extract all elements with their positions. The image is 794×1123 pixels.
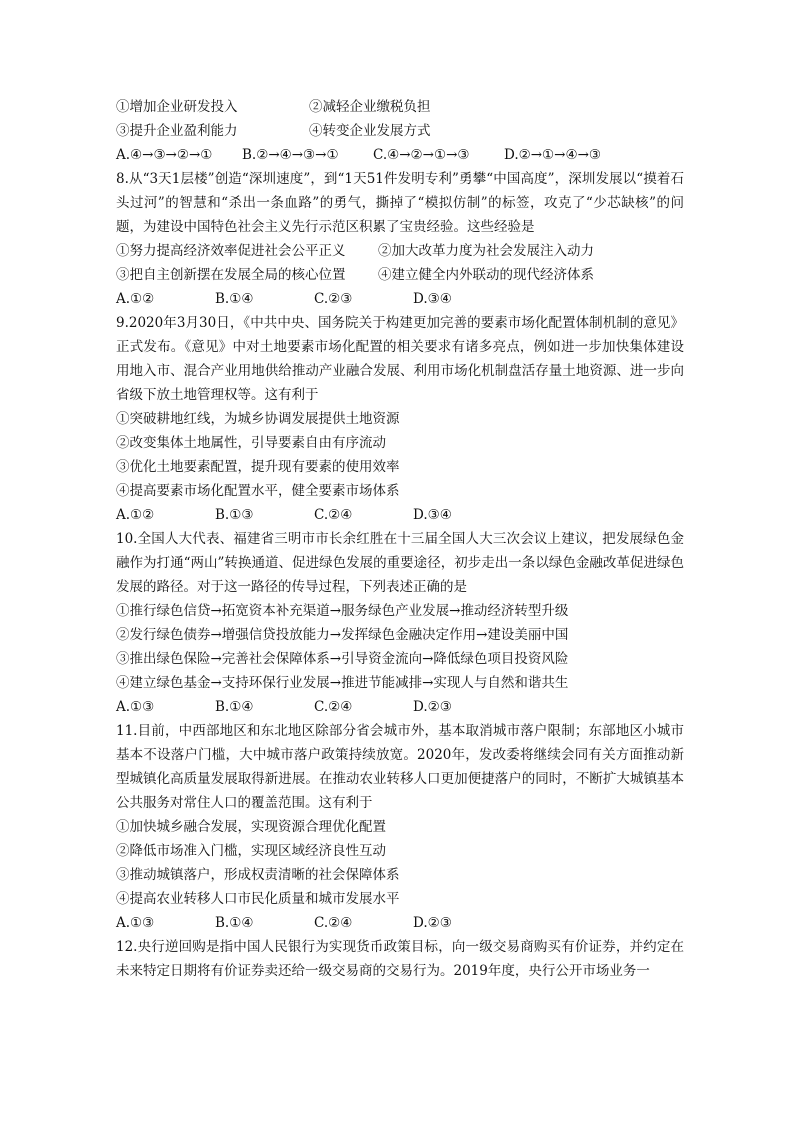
option: ②加大改革力度为社会发展注入动力 xyxy=(378,243,594,259)
answer-c: C.④→②→①→③ xyxy=(373,147,470,163)
question-8 xyxy=(116,167,684,311)
answer-d: D.③④ xyxy=(413,291,452,307)
option-row xyxy=(116,263,684,287)
answer-choices xyxy=(116,695,684,719)
answer-d: D.③④ xyxy=(413,507,452,523)
answer-choices xyxy=(116,143,684,167)
option-row xyxy=(116,95,684,119)
question-stem: 9.2020年3月30日，《中共中央、国务院关于构建更加完善的要素市场化配置体制机制的意见》正式发布。《意见》中对土地要素市场化配置的相关要求有诸多亮点，例如进一步加快集体建设用地入市、混合产业用地供给推动产业融合发展、利用市场化机制盘活存量土地资源、进一步向省级下放土地管理权等。这有利于 xyxy=(116,315,684,403)
answer-a: A.①③ xyxy=(116,915,155,931)
option-row xyxy=(116,239,684,263)
option: ③推动城镇落户，形成权责清晰的社会保障体系 xyxy=(116,867,400,883)
answer-b: B.①③ xyxy=(215,507,254,523)
question-12 xyxy=(116,935,684,983)
answer-a: A.①③ xyxy=(116,699,155,715)
question-9 xyxy=(116,311,684,527)
option: ①增加企业研发投入 xyxy=(116,99,238,115)
answer-b: B.②→④→③→① xyxy=(242,147,339,163)
question-stem: 10.全国人大代表、福建省三明市市长余红胜在十三届全国人大三次会议上建议，把发展绿色金融作为打通“两山”转换通道、促进绿色发展的重要途径，初步走出一条以绿色金融改革促进绿色发展的路径。对于这一路径的传导过程，下列表述正确的是 xyxy=(116,531,684,595)
answer-d: D.②③ xyxy=(413,915,452,931)
option: ④建立健全内外联动的现代经济体系 xyxy=(378,267,594,283)
answer-c: C.②④ xyxy=(314,507,353,523)
option: ①努力提高经济效率促进社会公平正义 xyxy=(116,243,346,259)
answer-a: A.④→③→②→① xyxy=(116,147,213,163)
option: ②减轻企业缴税负担 xyxy=(309,99,431,115)
option: ④提高要素市场化配置水平，健全要素市场体系 xyxy=(116,483,400,499)
option-row xyxy=(116,119,684,143)
option: ④建立绿色基金→支持环保行业发展→推进节能减排→实现人与自然和谐共生 xyxy=(116,675,569,691)
answer-choices xyxy=(116,911,684,935)
answer-b: B.①④ xyxy=(215,291,254,307)
option: ①加快城乡融合发展，实现资源合理优化配置 xyxy=(116,819,386,835)
exam-page xyxy=(116,95,684,983)
answer-d: D.②③ xyxy=(413,699,452,715)
answer-c: C.②③ xyxy=(314,291,353,307)
answer-b: B.①④ xyxy=(215,915,254,931)
option: ④转变企业发展方式 xyxy=(309,123,431,139)
option: ③提升企业盈利能力 xyxy=(116,123,238,139)
question-stem: 8.从“3天1层楼”创造“深圳速度”，到“1天51件发明专利”勇攀“中国高度”，深圳发展以“摸着石头过河”的智慧和“杀出一条血路”的勇气，撕掉了“模拟仿制”的标签，攻克了“少芯缺核”的问题，为建设中国特色社会主义先行示范区积累了宝贵经验。这些经验是 xyxy=(116,171,684,235)
option: ①推行绿色信贷→拓宽资本补充渠道→服务绿色产业发展→推动经济转型升级 xyxy=(116,603,569,619)
option: ②改变集体土地属性，引导要素自由有序流动 xyxy=(116,435,386,451)
answer-d: D.②→①→④→③ xyxy=(504,147,601,163)
option: ②降低市场准入门槛，实现区域经济良性互动 xyxy=(116,843,386,859)
answer-a: A.①② xyxy=(116,507,155,523)
answer-c: C.②④ xyxy=(314,915,353,931)
option: ③把自主创新摆在发展全局的核心位置 xyxy=(116,267,346,283)
answer-a: A.①② xyxy=(116,291,155,307)
question-stem: 12.央行逆回购是指中国人民银行为实现货币政策目标，向一级交易商购买有价证券，并约定在未来特定日期将有价证券卖还给一级交易商的交易行为。2019年度，央行公开市场业务一 xyxy=(116,939,684,979)
answer-choices xyxy=(116,503,684,527)
question-stem: 11.目前，中西部地区和东北地区除部分省会城市外，基本取消城市落户限制；东部地区小城市基本不设落户门槛，大中城市落户政策持续放宽。2020年，发改委将继续会同有关方面推动新型城镇化高质量发展取得新进展。在推动农业转移人口更加便捷落户的同时，不断扩大城镇基本公共服务对常住人口的覆盖范围。这有利于 xyxy=(116,723,684,811)
answer-choices xyxy=(116,287,684,311)
option: ③推出绿色保险→完善社会保障体系→引导资金流向→降低绿色项目投资风险 xyxy=(116,651,569,667)
option: ①突破耕地红线，为城乡协调发展提供土地资源 xyxy=(116,411,400,427)
option: ③优化土地要素配置，提升现有要素的使用效率 xyxy=(116,459,400,475)
answer-c: C.②④ xyxy=(314,699,353,715)
question-11 xyxy=(116,719,684,935)
option: ④提高农业转移人口市民化质量和城市发展水平 xyxy=(116,891,400,907)
answer-b: B.①④ xyxy=(215,699,254,715)
question-7 xyxy=(116,95,684,167)
option: ②发行绿色债券→增强信贷投放能力→发挥绿色金融决定作用→建设美丽中国 xyxy=(116,627,569,643)
question-10 xyxy=(116,527,684,719)
